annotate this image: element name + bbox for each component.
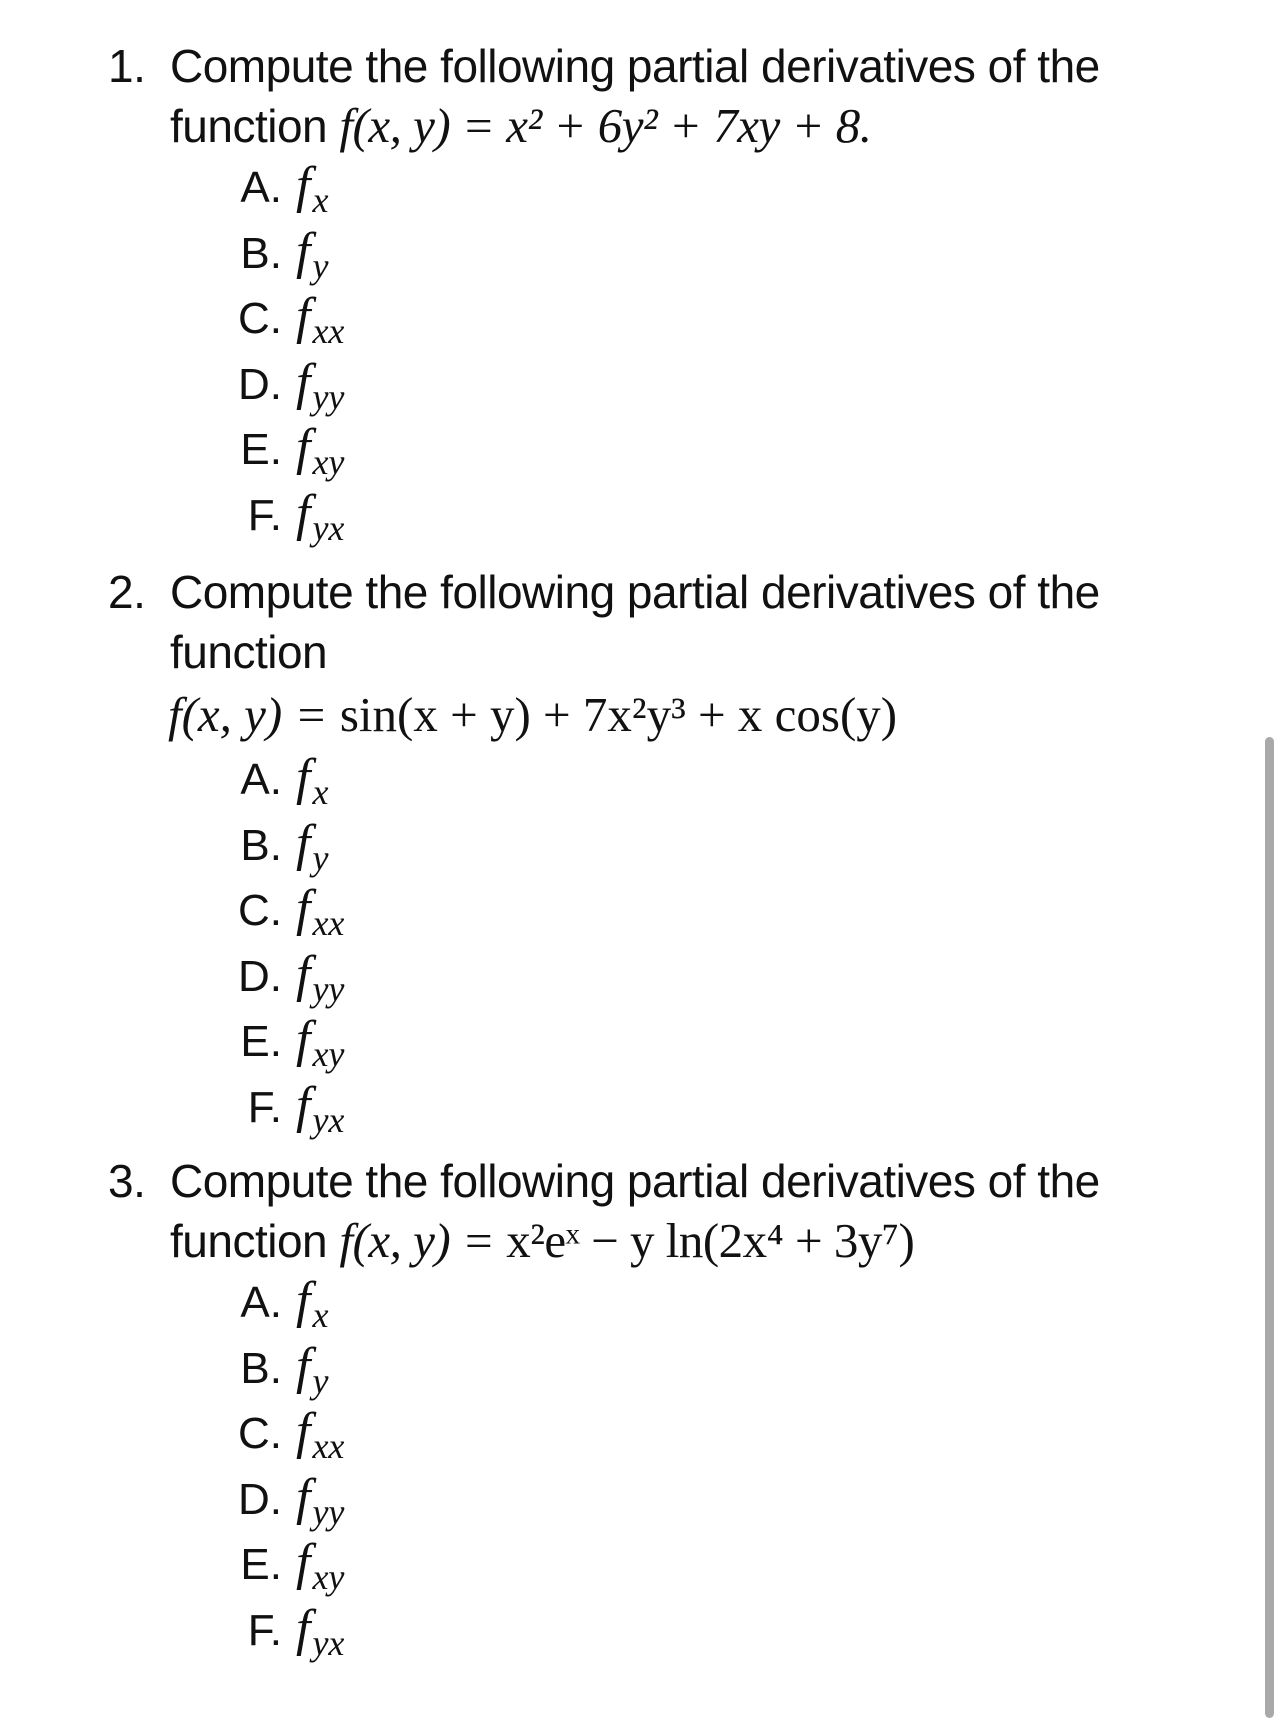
option-letter: B. xyxy=(240,228,282,278)
option-letter: E. xyxy=(240,1540,282,1589)
problem-number: 3. xyxy=(108,1155,146,1207)
option-item xyxy=(216,748,1198,814)
option-subscript: yx xyxy=(312,1099,345,1140)
option-letter: A. xyxy=(240,163,282,212)
option-letter: D. xyxy=(238,951,282,1001)
option-function: f xyxy=(296,1534,311,1591)
option-item xyxy=(216,1402,1198,1468)
options-list xyxy=(216,1271,1198,1664)
stem-word: function xyxy=(170,100,328,152)
option-item xyxy=(216,287,1198,353)
option-subscript: yx xyxy=(312,1622,345,1663)
stem-line: Compute the following partial derivatives of the xyxy=(170,40,1100,92)
problem-number: 2. xyxy=(108,566,146,618)
option-letter: E. xyxy=(240,1017,282,1066)
option-function: f xyxy=(296,353,311,411)
option-letter: F. xyxy=(247,1605,282,1655)
option-function: f xyxy=(296,1076,311,1134)
option-function: f xyxy=(296,484,311,542)
problem-2 xyxy=(108,562,1198,1141)
option-letter: A. xyxy=(240,1278,282,1327)
function-expression xyxy=(339,98,871,153)
option-function: f xyxy=(296,222,311,280)
option-function: f xyxy=(296,814,311,872)
option-letter: D. xyxy=(238,359,282,409)
option-item xyxy=(216,1271,1198,1337)
option-function: f xyxy=(296,1403,311,1460)
option-letter: B. xyxy=(240,1343,282,1393)
function-expression xyxy=(339,1213,914,1268)
function-lhs: f(x, y) = xyxy=(339,1213,495,1268)
option-item xyxy=(216,484,1198,550)
stem-line: Compute the following partial derivatives of the xyxy=(170,566,1100,618)
problem-3 xyxy=(108,1151,1198,1664)
option-function: f xyxy=(296,1468,311,1526)
stem-line: Compute the following partial derivatives of the xyxy=(170,1155,1100,1207)
stem-word: function xyxy=(170,1215,328,1267)
option-subscript: y xyxy=(312,245,329,286)
option-function: f xyxy=(296,1272,311,1329)
option-letter: C. xyxy=(238,294,282,343)
problem-stem xyxy=(170,1151,1198,1271)
option-item xyxy=(216,156,1198,222)
option-letter: E. xyxy=(240,425,282,474)
option-item xyxy=(216,418,1198,484)
option-subscript: y xyxy=(312,837,329,878)
option-subscript: yx xyxy=(312,507,345,548)
option-item xyxy=(216,1468,1198,1534)
option-subscript: yy xyxy=(312,968,345,1009)
option-function: f xyxy=(296,288,311,345)
option-subscript: xy xyxy=(312,1034,345,1074)
option-letter: D. xyxy=(238,1474,282,1524)
option-subscript: xx xyxy=(312,1426,345,1466)
stem-line-with-function xyxy=(170,96,1198,156)
problem-stem xyxy=(170,36,1198,156)
option-item xyxy=(216,1599,1198,1665)
option-subscript: xy xyxy=(312,442,345,482)
problem-1 xyxy=(108,36,1198,549)
option-item xyxy=(216,222,1198,288)
options-list xyxy=(216,156,1198,549)
option-function: f xyxy=(296,749,311,806)
option-letter: A. xyxy=(240,755,282,804)
option-function: f xyxy=(296,1599,311,1657)
stem-word: function xyxy=(170,626,328,678)
function-lhs: f(x, y) = xyxy=(339,98,495,153)
option-letter: C. xyxy=(238,1409,282,1458)
function-rhs: x²eˣ − y ln(2x⁴ + 3y⁷) xyxy=(506,1213,915,1268)
option-function: f xyxy=(296,880,311,937)
vertical-scrollbar[interactable] xyxy=(1265,737,1274,1718)
option-item xyxy=(216,945,1198,1011)
option-subscript: xx xyxy=(312,903,345,943)
option-function: f xyxy=(296,945,311,1003)
option-letter: F. xyxy=(247,490,282,540)
option-item xyxy=(216,879,1198,945)
option-subscript: x xyxy=(312,772,329,812)
option-letter: F. xyxy=(247,1082,282,1132)
option-function: f xyxy=(296,1337,311,1395)
option-item xyxy=(216,1533,1198,1599)
problem-number: 1. xyxy=(108,40,146,92)
option-item xyxy=(216,353,1198,419)
options-list xyxy=(216,748,1198,1141)
option-item xyxy=(216,814,1198,880)
option-subscript: y xyxy=(312,1360,329,1401)
option-item xyxy=(216,1337,1198,1403)
option-subscript: yy xyxy=(312,376,345,417)
option-subscript: x xyxy=(312,1295,329,1335)
option-function: f xyxy=(296,419,311,476)
option-letter: C. xyxy=(238,886,282,935)
option-subscript: xy xyxy=(312,1557,345,1597)
option-item xyxy=(216,1010,1198,1076)
option-subscript: xx xyxy=(312,311,345,351)
function-lhs: f(x, y) = xyxy=(168,687,328,742)
stem-line-with-function xyxy=(170,1211,1198,1271)
problem-stem xyxy=(170,562,1198,682)
function-rhs: sin(x + y) + 7x²y³ + x cos(y) xyxy=(339,687,898,742)
function-rhs: x² + 6y² + 7xy + 8. xyxy=(506,98,872,153)
option-subscript: yy xyxy=(312,1491,345,1532)
function-expression xyxy=(168,682,1198,748)
option-item xyxy=(216,1076,1198,1142)
option-subscript: x xyxy=(312,180,329,220)
option-function: f xyxy=(296,157,311,214)
option-letter: B. xyxy=(240,820,282,870)
option-function: f xyxy=(296,1011,311,1068)
